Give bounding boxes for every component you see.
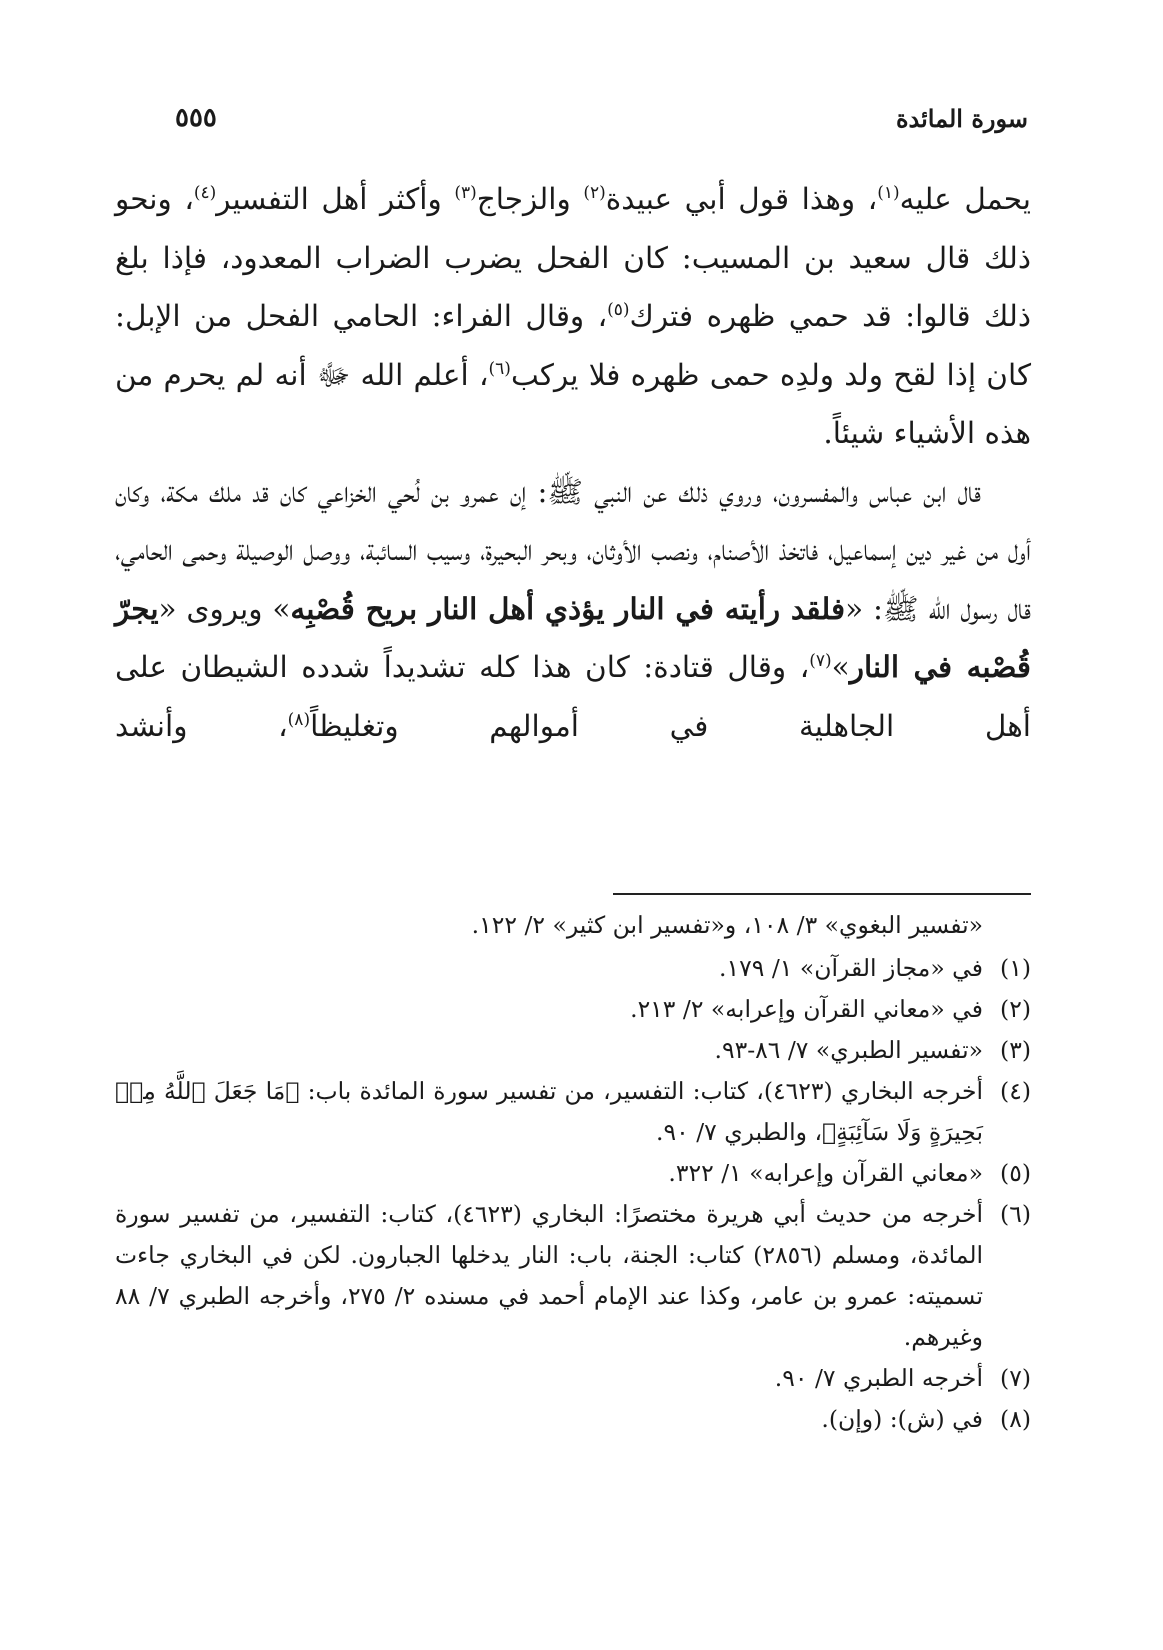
page-number: ٥٥٥ (175, 103, 217, 133)
footnote-text: في «مجاز القرآن» ١/ ١٧٩. (719, 954, 983, 982)
footnote-text: «معاني القرآن وإعرابه» ١/ ٣٢٢. (668, 1159, 983, 1187)
footnote-number: (٢) (1000, 995, 1031, 1023)
footnote-ref-2: (٢) (583, 183, 606, 204)
footnote-text: أخرجه البخاري (٤٦٢٣)، كتاب: التفسير، من تفسير سورة المائدة باب: ﴿مَا جَعَلَ ٱللَّهُ مِنۢ بَحِيرَةٍ وَلَا سَآئِبَةٍ﴾، والطبري ٧/ ٩٠. (115, 1077, 984, 1146)
footnote-ref-3: (٣) (454, 183, 477, 204)
paragraph-1 (115, 170, 1031, 463)
text-run: وأكثر أهل التفسير (216, 182, 455, 216)
hadith-quote-1: فلقد رأيته في النار يؤذي أهل النار بريح قُصْبِه (290, 590, 846, 626)
footnote-number: (٥) (1000, 1159, 1031, 1187)
footnote-3 (115, 1030, 1031, 1071)
footnote-number: (٨) (1000, 1405, 1031, 1433)
footnote-2 (115, 989, 1031, 1030)
page-header (175, 98, 1028, 138)
footnote-text: أخرجه الطبري ٧/ ٩٠. (774, 1364, 983, 1392)
footnote-text: في «معاني القرآن وإعرابه» ٢/ ٢١٣. (630, 995, 983, 1023)
hadith-quote-2: يجرّ قُصْبه في النار (115, 590, 1031, 684)
footnote-number: (٣) (1000, 1036, 1031, 1064)
footnote-continuation: «تفسير البغوي» ٣/ ١٠٨، و«تفسير ابن كثير» ٢/ ١٢٢. (471, 911, 983, 939)
text-run: » (831, 650, 850, 684)
footnote-ref-4: (٤) (193, 183, 217, 204)
footnote-text: في (ش): (وإن). (821, 1405, 983, 1433)
footnote-number: (٧) (1000, 1364, 1031, 1392)
footnote-ref-1: (١) (877, 183, 900, 204)
footnote-ref-5: (٥) (607, 300, 630, 321)
surah-title: سورة المائدة (895, 103, 1028, 133)
paragraph-2 (115, 463, 1031, 756)
footnote-number: (١) (1000, 954, 1031, 982)
footnote-text: «تفسير الطبري» ٧/ ٨٦-٩٣. (714, 1036, 983, 1064)
text-run: قال ابن عباس والمفسرون، وروي ذلك عن النبي ﷺ: إن عمرو بن لُحي الخزاعي كان قد ملك مكة، وكان أول من غير دين إسماعيل، فاتخذ الأصنام، ونصب الأوثان، وبحر البحيرة، وسيب السائبة، ووصل الوصيلة وحمى الحامي، قال رسول الله ﷺ: « (115, 474, 1031, 626)
footnote-4 (115, 1071, 1031, 1153)
footnotes (115, 905, 1031, 1440)
text-run: ، وقال قتادة: كان هذا كله تشديداً شدده الشيطان على أهل الجاهلية في أموالهم وتغليظاً (115, 650, 1031, 743)
footnote-8 (115, 1399, 1031, 1440)
footnote-ref-7: (٧) (809, 651, 832, 672)
footnote-ref-6: (٦) (488, 358, 511, 379)
footnote-number: (٦) (1000, 1200, 1031, 1228)
text-run: والزجاج (476, 182, 584, 216)
text-run: » ويروى « (158, 591, 291, 626)
text-run: يحمل عليه (899, 182, 1031, 216)
text-run: ، وهذا قول أبي عبيدة (605, 182, 878, 216)
footnote-text: أخرجه من حديث أبي هريرة مختصرًا: البخاري (٤٦٢٣)، كتاب: التفسير، من تفسير سورة المائدة، ومسلم (٢٨٥٦) كتاب: الجنة، باب: النار يدخلها الجبارون. لكن في البخاري جاءت تسميته: عمرو بن عامر، وكذا عند الإمام أحمد في مسنده ٢/ ٢٧٥، وأخرجه الطبري ٧/ ٨٨ وغيرهم. (115, 1200, 984, 1351)
footnote-ref-8: (٨) (287, 709, 311, 730)
text-run: ، وأنشد (115, 708, 288, 743)
footnote-5 (115, 1153, 1031, 1194)
footnote-divider (613, 893, 1031, 895)
footnote-7 (115, 1358, 1031, 1399)
text-run: ، وقال الفراء: الحامي الفحل من الإبل: كان إذا لقح ولد ولدِه حمى ظهره فلا يركب (115, 299, 1031, 392)
footnote-number: (٤) (1000, 1077, 1031, 1105)
text-run: ، أعلم الله ﷻ أنه لم يحرم من هذه الأشياء شيئاً. (115, 357, 1031, 450)
footnote-1 (115, 948, 1031, 989)
main-text (115, 170, 1031, 755)
footnote-6 (115, 1194, 1031, 1358)
text-run: ، ونحو ذلك قال سعيد بن المسيب: كان الفحل يضرب الضراب المعدود، فإذا بلغ ذلك قالوا: قد حمي ظهره فترك (115, 182, 1031, 333)
